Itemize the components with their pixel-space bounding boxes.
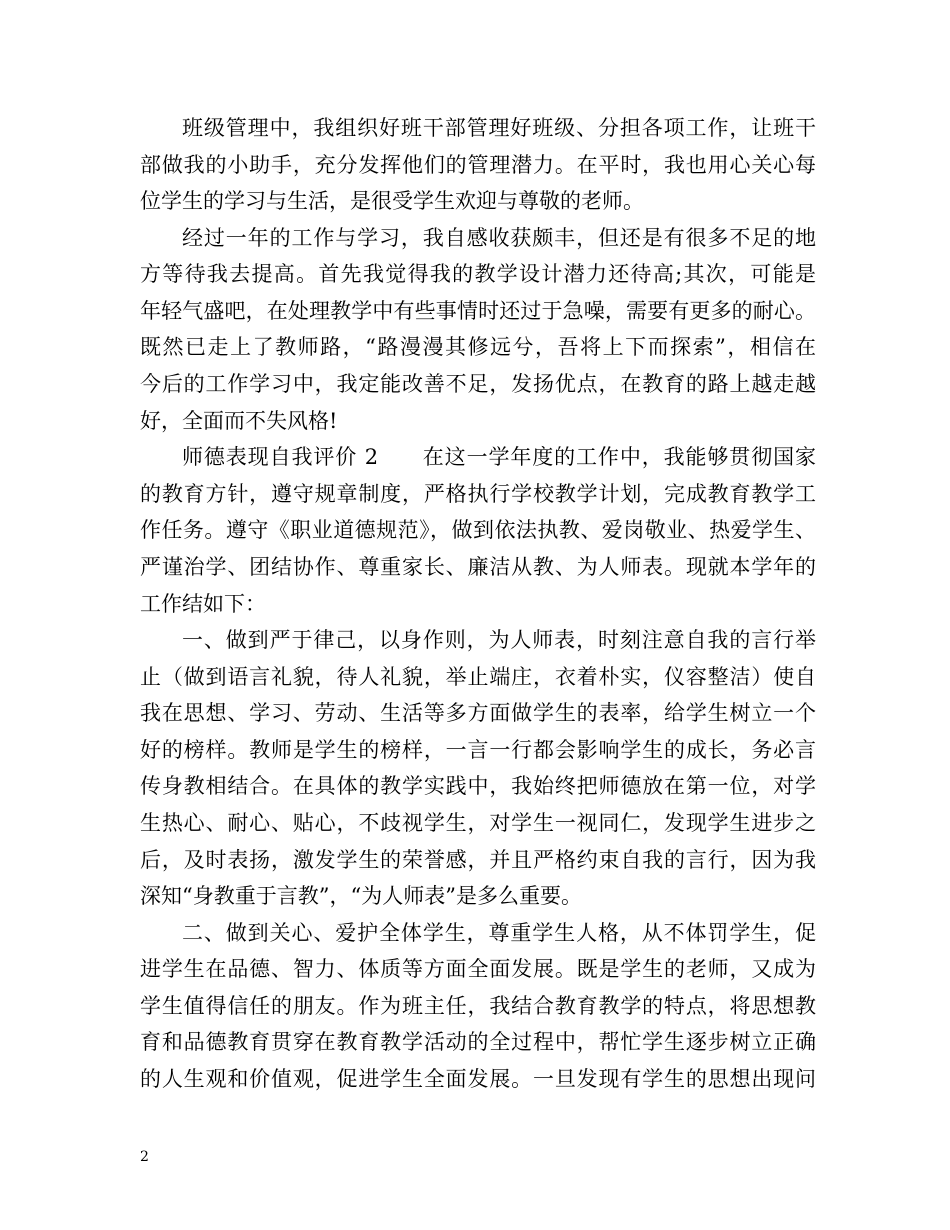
paragraph-point-two xyxy=(140,915,816,1098)
paragraph-reflection xyxy=(140,220,816,439)
paragraph-self-evaluation-2 xyxy=(140,439,816,622)
text-line: 的人生观和价值观，促进学生全面发展。一旦发现有学生的思想出现问 xyxy=(140,1067,816,1092)
text-line: 进学生在品德、智力、体质等方面全面发展。既是学生的老师，又成为 xyxy=(140,957,816,982)
text-line: 二、做到关心、爱护全体学生，尊重学生人格，从不体罚学生，促 xyxy=(182,920,816,945)
text-line: 我在思想、学习、劳动、生活等多方面做学生的表率，给学生树立一个 xyxy=(140,701,816,726)
text-line: 班级管理中，我组织好班干部管理好班级、分担各项工作，让班干 xyxy=(182,116,816,140)
text-line: 方等待我去提高。首先我觉得我的教学设计潜力还待高;其次，可能是 xyxy=(140,262,816,287)
text-line: 好的榜样。教师是学生的榜样，一言一行都会影响学生的成长，务必言 xyxy=(140,737,816,762)
text-line: 后，及时表扬，激发学生的荣誉感，并且严格约束自我的言行，因为我 xyxy=(140,847,816,872)
text-line: 经过一年的工作与学习，我自感收获颇丰，但还是有很多不足的地 xyxy=(182,225,816,250)
text-line: 一、做到严于律己，以身作则，为人师表，时刻注意自我的言行举 xyxy=(182,628,816,653)
text-line: 生热心、耐心、贴心，不歧视学生，对学生一视同仁，发现学生进步之 xyxy=(140,810,816,835)
text-line: 工作结如下： xyxy=(140,591,266,616)
text-line: 育和品德教育贯穿在教育教学活动的全过程中，帮忙学生逐步树立正确 xyxy=(140,1030,816,1055)
text-line: 今后的工作学习中，我定能改善不足，发扬优点，在教育的路上越走越 xyxy=(140,372,816,397)
text-line: 既然已走上了教师路，“路漫漫其修远兮，吾将上下而探索”，相信在 xyxy=(140,335,816,360)
text-line: 部做我的小助手，充分发挥他们的管理潜力。在平时，我也用心关心每 xyxy=(140,152,816,177)
paragraph-class-management xyxy=(140,110,816,220)
text-line: 的教育方针，遵守规章制度，严格执行学校教学计划，完成教育教学工 xyxy=(140,481,816,506)
page-number: 2 xyxy=(140,1149,149,1165)
text-line: 位学生的学习与生活，是很受学生欢迎与尊敬的老师。 xyxy=(140,189,644,214)
text-line: 传身教相结合。在具体的教学实践中，我始终把师德放在第一位，对学 xyxy=(140,774,816,799)
text-line: 作任务。遵守《职业道德规范》，做到依法执教、爱岗敬业、热爱学生、 xyxy=(140,518,816,543)
text-line: 止（做到语言礼貌，待人礼貌，举止端庄，衣着朴实，仪容整洁）使自 xyxy=(140,664,816,689)
text-line: 年轻气盛吧，在处理教学中有些事情时还过于急噪，需要有更多的耐心。 xyxy=(140,298,816,323)
text-line: 严谨治学、团结协作、尊重家长、廉洁从教、为人师表。现就本学年的 xyxy=(140,554,816,579)
text-line: 深知“身教重于言教”，“为人师表”是多么重要。 xyxy=(140,884,582,909)
document-body xyxy=(140,110,816,1098)
text-line: 学生值得信任的朋友。作为班主任，我结合教育教学的特点，将思想教 xyxy=(140,993,816,1018)
text-line: 好，全面而不失风格! xyxy=(140,408,338,433)
paragraph-point-one xyxy=(140,622,816,915)
text-line: 师德表现自我评价 2 在这一学年度的工作中，我能够贯彻国家 xyxy=(182,445,816,470)
